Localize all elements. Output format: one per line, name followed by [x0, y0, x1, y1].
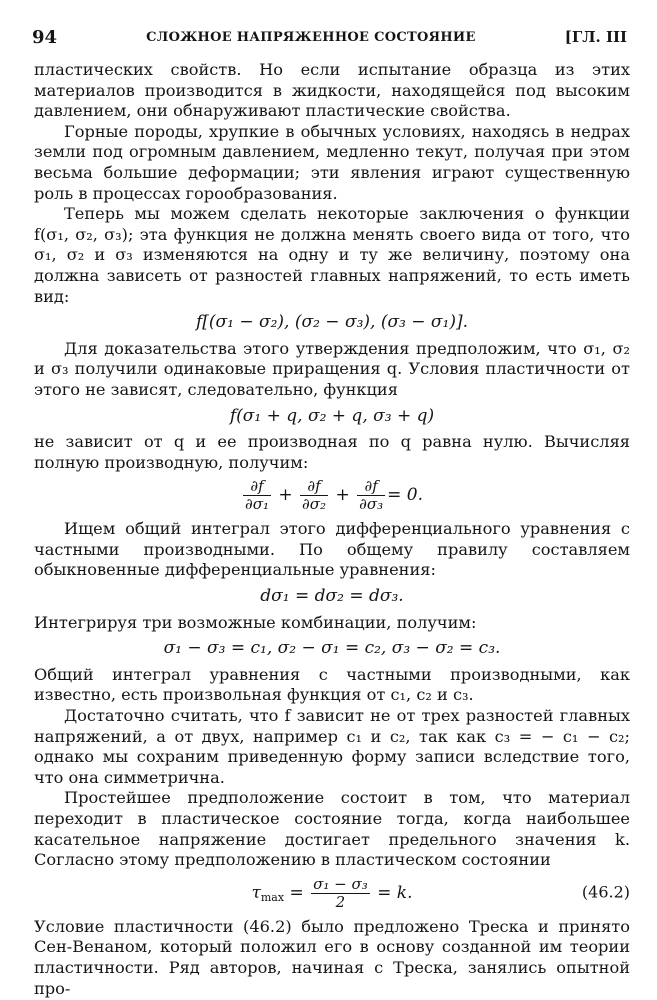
- equation-function-increment: f(σ₁ + q, σ₂ + q, σ₃ + q): [229, 405, 435, 426]
- paragraph: Достаточно считать, что f зависит не от трех разностей главных напряжений, а от двух, например c₁ и c₂, так как c₃ = − c₁ − c₂; однако мы сохраним приведенную форму записи вследствие того, что она симметрична.: [34, 706, 630, 787]
- body-text: [34, 60, 630, 999]
- paragraph: не зависит от q и ее производная по q равна нулю. Вычисляя полную производную, получим:: [34, 432, 630, 472]
- running-title: СЛОЖНОЕ НАПРЯЖЕННОЕ СОСТОЯНИЕ: [146, 29, 476, 45]
- paragraph: Интегрируя три возможные комбинации, получим:: [34, 612, 477, 632]
- equation-constants: σ₁ − σ₃ = c₁, σ₂ − σ₁ = c₂, σ₃ − σ₂ = c₃.: [163, 638, 501, 659]
- page-header: [32, 22, 627, 52]
- paragraph: Ищем общий интеграл этого дифференциального уравнения с частными производными. По общему правилу составляем обыкновенные дифференциальные уравнения:: [34, 519, 630, 580]
- fraction: $\frac{\partial f}{\text{∂σ₂}}$: [302, 477, 327, 514]
- paragraph: Теперь мы можем сделать некоторые заключения о функции f(σ₁, σ₂, σ₃); эта функция не должна менять своего вида от того, что σ₁, σ₂ и σ₃ изменяются на одну и ту же величину, поэтому она должна зависеть от разностей главных напряжений, то есть иметь вид:: [34, 204, 630, 306]
- page-number: 94: [32, 26, 58, 48]
- fraction: $\frac{\partial f}{\text{∂σ₁}}$: [244, 477, 269, 514]
- equation-number: (46.2): [581, 882, 630, 902]
- paragraph: Условие пластичности (46.2) было предложено Треска и принято Сен-Венаном, который положил его в основу созданной им теории пластичности. Ряд авторов, начиная с Треска, занялись опытной про-: [34, 916, 630, 998]
- paragraph: Общий интеграл уравнения с частными производными, как известно, есть произвольная функция от c₁, c₂ и c₃.: [34, 664, 630, 705]
- paragraph: Простейшее предположение состоит в том, что материал переходит в пластическое состояние тогда, когда наибольшее касательное напряжение достигает предельного значения k. Согласно этому предположению в пластическом состоянии: [34, 788, 630, 870]
- equation-dsigma: dσ₁ = dσ₂ = dσ₃.: [260, 586, 404, 607]
- paragraph: Горные породы, хрупкие в обычных условиях, находясь в недрах земли под огромным давлением, медленно текут, получая при этом весьма большие деформации; эти явления играют существенную роль в процессах горообразования.: [34, 121, 630, 203]
- fraction: $\frac{\partial f}{\text{∂σ₃}}$: [359, 477, 384, 514]
- equation-function-differences: f[(σ₁ − σ₂), (σ₂ − σ₃), (σ₃ − σ₁)].: [195, 312, 469, 333]
- equation-46-2: $\tau_{max}$ = $\frac{\text{σ₁ − σ₃}}{2}$ = k. (46.2): [251, 874, 630, 911]
- equation-total-derivative: $\frac{\partial f}{\text{∂σ₁}}$ + $\frac{\partial f}{\text{∂σ₂}}$ + $\frac{\partial f}{\text{∂σ₃}}$ = 0.: [244, 477, 424, 514]
- paragraph: Для доказательства этого утверждения предположим, что σ₁, σ₂ и σ₃ получили одинаковые приращения q. Условия пластичности от этого не зависят, следовательно, функция: [34, 338, 630, 399]
- fraction: $\frac{\text{σ₁ − σ₃}}{2}$: [313, 874, 368, 911]
- paragraph: пластических свойств. Но если испытание образца из этих материалов производится в жидкости, находящейся под высоким давлением, они обнаруживают пластические свойства.: [34, 60, 630, 121]
- chapter-label: [ГЛ. III: [564, 28, 627, 46]
